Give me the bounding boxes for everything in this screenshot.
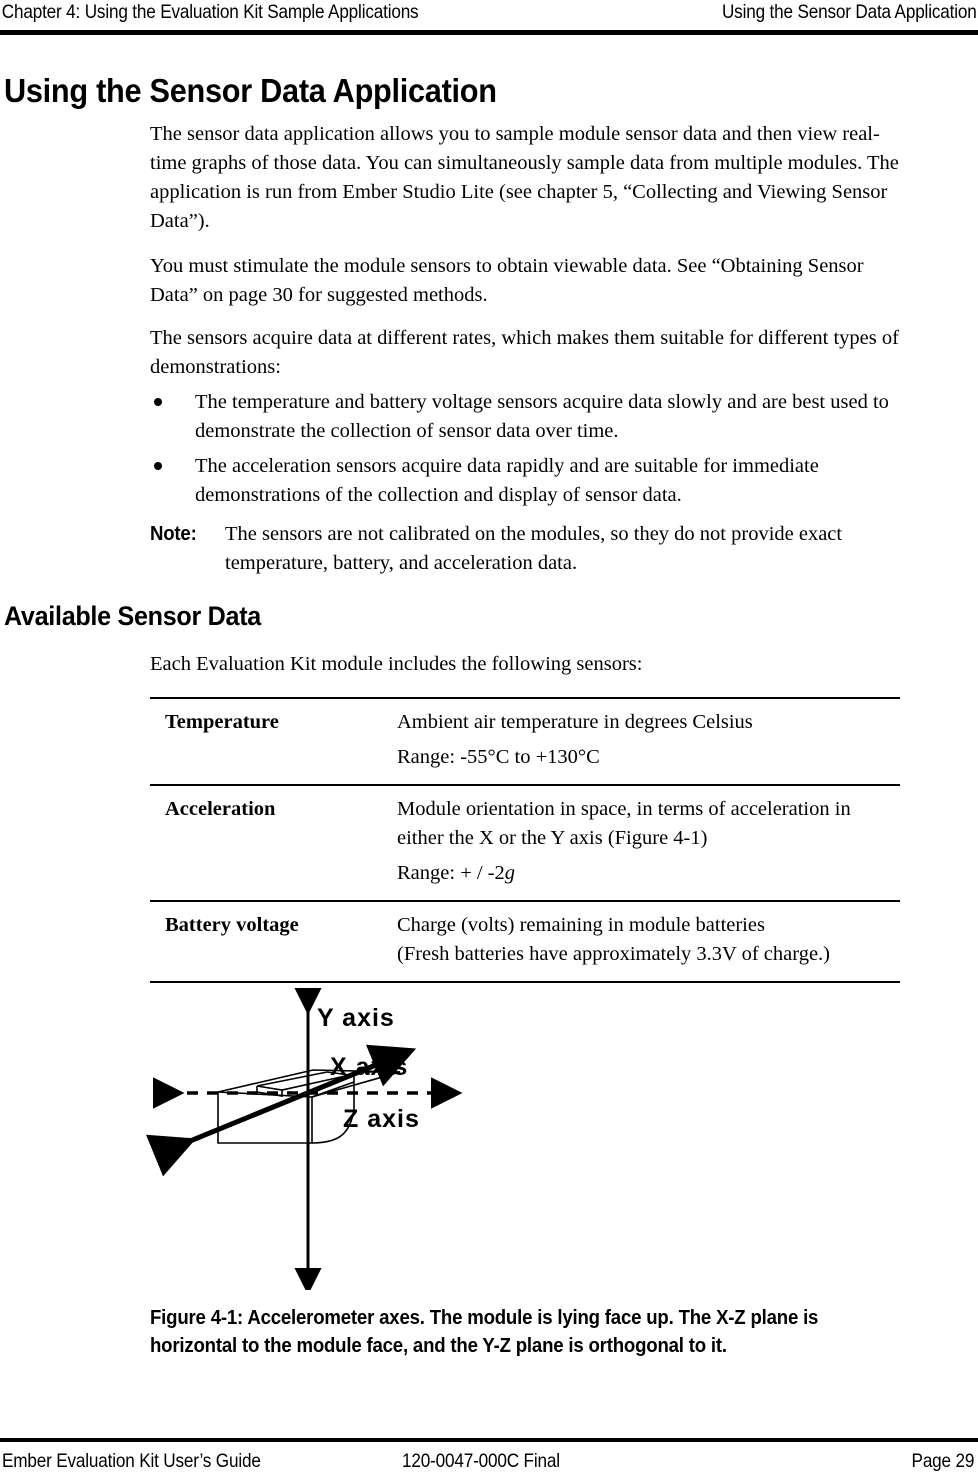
footer-document-number: 120-0047-000C Final: [402, 1450, 560, 1472]
list-item-text: The acceleration sensors acquire data rapidly and are suitable for immediate demonstrations of the collection and display of sensor data.: [195, 455, 819, 506]
page-title: Using the Sensor Data Application: [4, 72, 497, 109]
table-cell-sensor-description: [397, 785, 900, 901]
sensor-table: [150, 697, 900, 983]
sensor-description-text: Charge (volts) remaining in module batteries: [397, 914, 765, 936]
bullet-dot-icon: [154, 462, 162, 470]
table-cell-sensor-name: Battery voltage: [150, 901, 397, 982]
table-cell-sensor-name: Temperature: [150, 698, 397, 785]
table-cell-sensor-description: [397, 698, 900, 785]
figure-accelerometer-axes: [145, 960, 565, 1290]
table-cell-sensor-name: Acceleration: [150, 785, 397, 901]
footer-page-number: Page 29: [911, 1450, 974, 1472]
paragraph-rates: The sensors acquire data at different rates, which makes them suitable for different types of demonstrations:: [150, 327, 899, 378]
sensor-range-unit: g: [504, 862, 516, 884]
paragraph-each-module: Each Evaluation Kit module includes the following sensors:: [150, 653, 643, 675]
footer-guide-title: Ember Evaluation Kit User’s Guide: [2, 1450, 261, 1472]
list-item: [150, 388, 910, 446]
sensor-description-text: Module orientation in space, in terms of acceleration in either the X or the Y axis (Figure 4-1): [397, 798, 851, 849]
paragraph-intro: The sensor data application allows you to sample module sensor data and then view real-time graphs of those data. You can simultaneously sample data from multiple modules. The application is run from Ember Studio Lite (see chapter 5, “Collecting and Viewing Sensor Data”).: [150, 123, 899, 232]
sensor-description-text-secondary: (Fresh batteries have approximately 3.3V of charge.): [397, 943, 831, 965]
paragraph-stimulate: You must stimulate the module sensors to obtain viewable data. See “Obtaining Sensor Data” on page 30 for suggested methods.: [150, 255, 864, 306]
note-label: Note:: [150, 523, 197, 545]
bullet-list: [150, 388, 910, 516]
note-block: [150, 520, 910, 578]
figure-caption: Figure 4-1: Accelerometer axes. The module is lying face up. The X-Z plane is horizontal to the module face, and the Y-Z plane is orthogonal to it.: [150, 1307, 819, 1357]
sensor-range-text: [397, 859, 892, 888]
running-footer: [0, 1448, 978, 1478]
note-text: The sensors are not calibrated on the modules, so they do not provide exact temperature, battery, and acceleration data.: [225, 523, 843, 574]
y-axis-label: Y axis: [317, 1004, 395, 1032]
list-item-text: The temperature and battery voltage sensors acquire data slowly and are best used to demonstrate the collection of sensor data over time.: [195, 391, 889, 442]
sensor-range-value: Range: + / -2: [397, 862, 505, 884]
table-row: [150, 698, 900, 785]
running-header: [0, 0, 978, 30]
header-divider-rule: [0, 30, 978, 35]
section-title-available-sensor-data: Available Sensor Data: [4, 601, 261, 631]
header-chapter-title: Chapter 4: Using the Evaluation Kit Sample Applications: [1, 1, 419, 23]
list-item: [150, 452, 910, 510]
footer-divider-rule: [0, 1438, 978, 1442]
z-axis-label: Z axis: [343, 1105, 420, 1133]
sensor-range-text: [397, 743, 892, 772]
accelerometer-axes-diagram: [145, 960, 565, 1290]
sensor-description-text: Ambient air temperature in degrees Celsius: [397, 711, 753, 733]
bullet-dot-icon: [154, 398, 162, 406]
table-row: [150, 785, 900, 901]
x-axis-label: X axis: [330, 1053, 409, 1081]
sensor-range-value: Range: -55°C to +130°C: [397, 746, 600, 768]
header-section-title: Using the Sensor Data Application: [721, 1, 977, 23]
